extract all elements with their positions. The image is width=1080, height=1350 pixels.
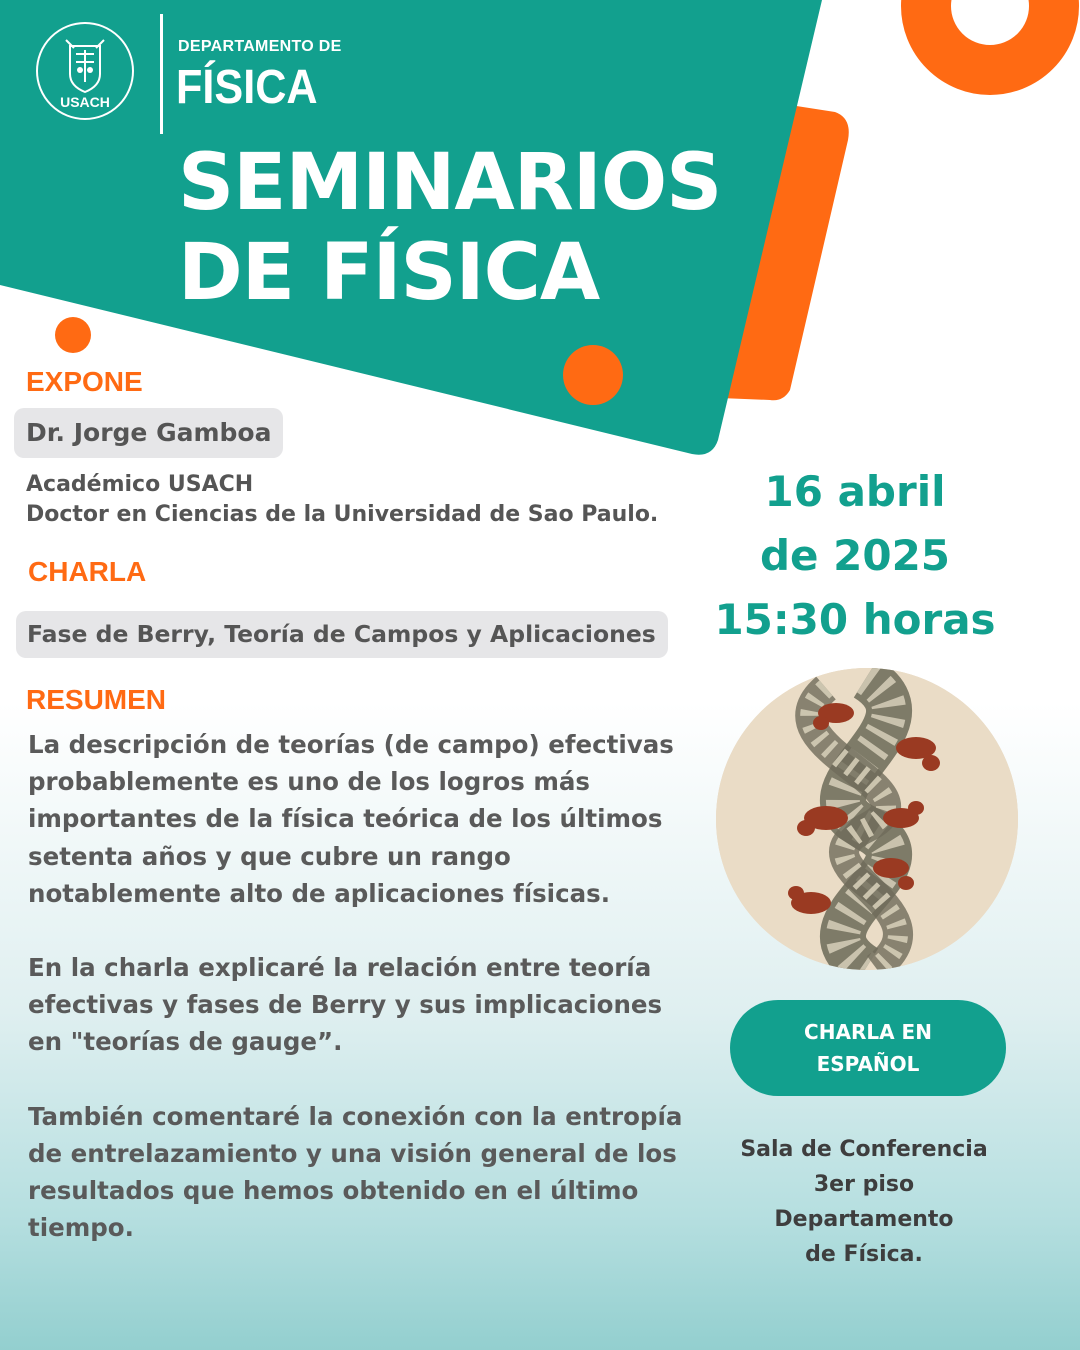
orange-dot-small bbox=[55, 317, 91, 353]
department-label: DEPARTAMENTO DE bbox=[178, 38, 342, 55]
usach-logo bbox=[36, 22, 134, 120]
venue-line-2: 3er piso bbox=[813, 1172, 915, 1197]
summary-paragraph: La descripción de teorías (de campo) efectivas probablemente es uno de los logros más importantes de la física teórica de los últimos setenta años y que cubre un rango notablemente alto de aplicaciones físicas. bbox=[28, 730, 674, 908]
talk-title: Fase de Berry, Teoría de Campos y Aplicaciones bbox=[16, 611, 668, 658]
page-title bbox=[178, 138, 721, 318]
date-line-1: 16 abril bbox=[764, 467, 946, 516]
language-line-1: CHARLA EN bbox=[804, 1020, 932, 1044]
orange-ring bbox=[926, 0, 1054, 70]
department-name: FÍSICA bbox=[176, 61, 318, 114]
speaker-name: Dr. Jorge Gamboa bbox=[14, 408, 283, 458]
summary-text bbox=[28, 726, 698, 1283]
title-line-2: DE FÍSICA bbox=[178, 228, 600, 318]
event-datetime bbox=[700, 460, 1010, 652]
speaker-role: Académico USACH bbox=[26, 472, 254, 497]
language-badge bbox=[730, 1000, 1006, 1096]
venue-line-3: Departamento bbox=[774, 1207, 954, 1232]
speaker-info bbox=[26, 470, 658, 530]
mobius-strip-icon bbox=[716, 668, 1018, 970]
logo-text: USACH bbox=[60, 94, 110, 110]
venue-line-1: Sala de Conferencia bbox=[740, 1137, 988, 1162]
orange-dot-large bbox=[563, 345, 623, 405]
event-time: 15:30 horas bbox=[714, 595, 996, 644]
language-line-2: ESPAÑOL bbox=[816, 1052, 920, 1076]
escher-ants-mobius-illustration bbox=[716, 668, 1018, 970]
date-line-2: de 2025 bbox=[759, 531, 951, 580]
summary-paragraph: En la charla explicaré la relación entre teoría efectivas y fases de Berry y sus implicaciones en "teorías de gauge”. bbox=[28, 953, 663, 1057]
summary-paragraph: También comentaré la conexión con la entropía de entrelazamiento y una visión general de los resultados que hemos obtenido en el último tiempo. bbox=[28, 1101, 683, 1243]
header-divider bbox=[160, 14, 163, 134]
speaker-degree: Doctor en Ciencias de la Universidad de Sao Paulo. bbox=[26, 502, 659, 527]
expone-label: EXPONE bbox=[26, 366, 143, 397]
venue-line-4: de Física. bbox=[805, 1242, 923, 1267]
resumen-label: RESUMEN bbox=[26, 684, 167, 715]
charla-label: CHARLA bbox=[28, 556, 147, 587]
title-line-1: SEMINARIOS bbox=[178, 138, 722, 228]
venue-info bbox=[730, 1132, 998, 1272]
